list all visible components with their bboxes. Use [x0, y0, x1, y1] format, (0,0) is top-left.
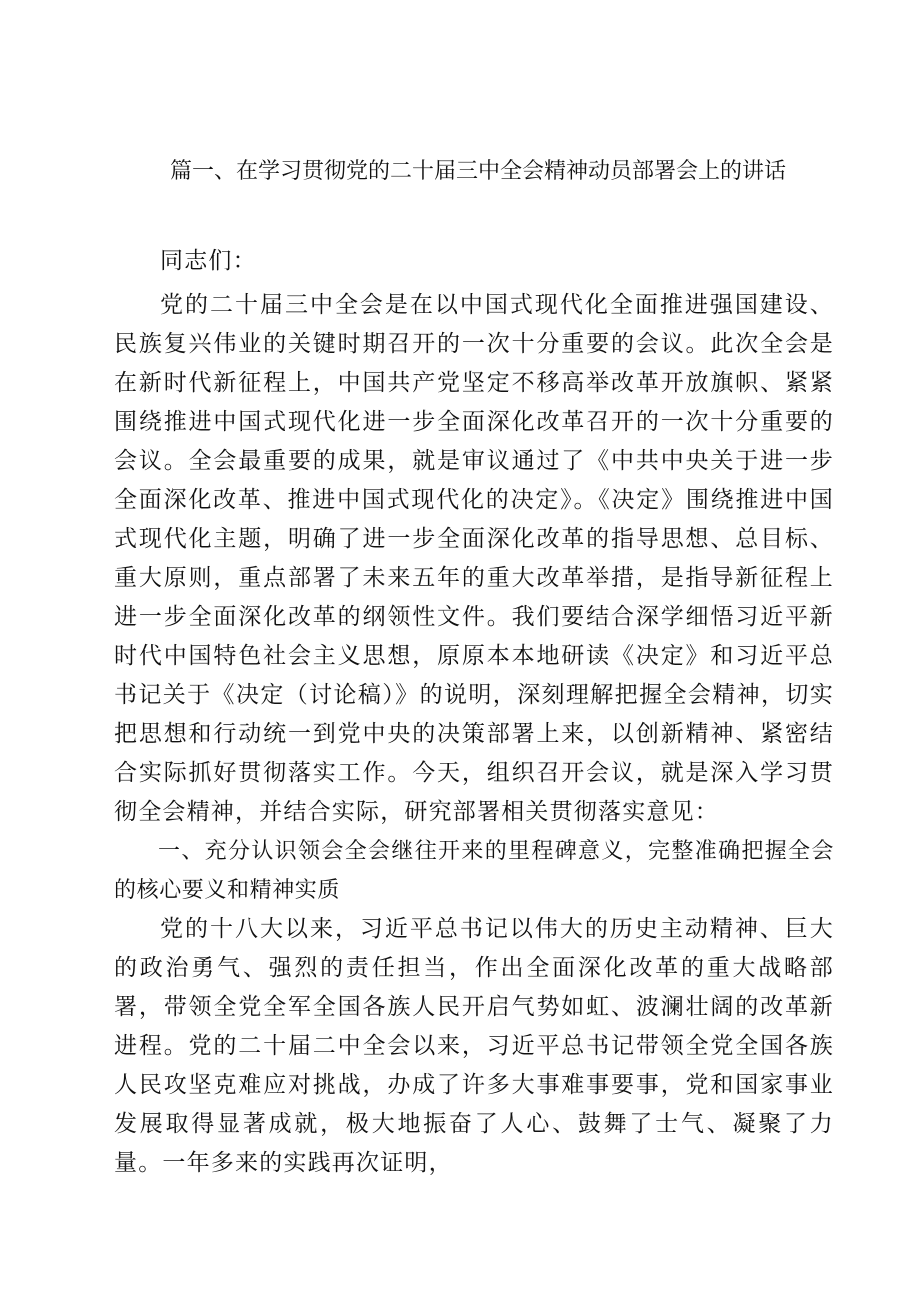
document-title: 篇一、在学习贯彻党的二十届三中全会精神动员部署会上的讲话 — [170, 159, 787, 184]
intro-paragraph: 党的二十届三中全会是在以中国式现代化全面推进强国建设、民族复兴伟业的关键时期召开的一次十分重要的会议。此次全会是在新时代新征程上，中国共产党坚定不移高举改革开放旗帜、紧紧围绕推进中国式现代化进一步全面深化改革召开的一次十分重要的会议。全会最重要的成果，就是审议通过了《中共中央关于进一步全面深化改革、推进中国式现代化的决定》。《决定》围绕推进中国式现代化主题，明确了进一步全面深化改革的指导思想、总目标、重大原则，重点部署了未来五年的重大改革举措，是指导新征程上进一步全面深化改革的纲领性文件。我们要结合深学细悟习近平新时代中国特色社会主义思想，原原本本地研读《决定》和习近平总书记关于《决定（讨论稿）》的说明，深刻理解把握全会精神，切实把思想和行动统一到党中央的决策部署上来，以创新精神、紧密结合实际抓好贯彻落实工作。今天，组织召开会议，就是深入学习贯彻全会精神，并结合实际，研究部署相关贯彻落实意见： — [114, 292, 834, 825]
document-body — [114, 242, 834, 1183]
salutation: 同志们： — [160, 248, 257, 274]
section-heading: 一、充分认识领会全会继往开来的里程碑意义，完整准确把握全会的核心要义和精神实质 — [114, 839, 834, 903]
section-paragraph: 党的十八大以来，习近平总书记以伟大的历史主动精神、巨大的政治勇气、强烈的责任担当，作出全面深化改革的重大战略部署，带领全党全军全国各族人民开启气势如虹、波澜壮阔的改革新进程。党的二十届二中全会以来，习近平总书记带领全党全国各族人民攻坚克难应对挑战，办成了许多大事难事要事，党和国家事业发展取得显著成就，极大地振奋了人心、鼓舞了士气、凝聚了力量。一年多来的实践再次证明， — [114, 916, 834, 1176]
